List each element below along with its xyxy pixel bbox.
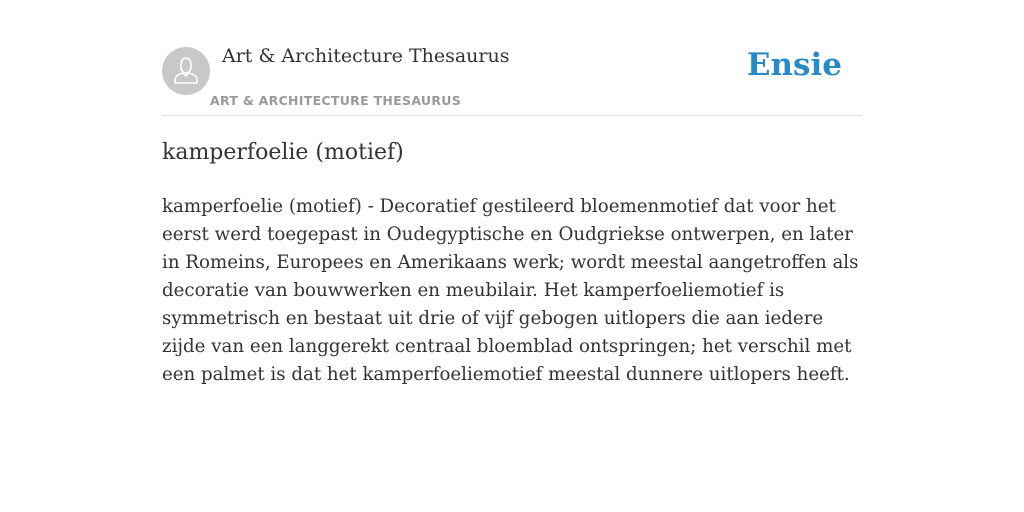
author-link[interactable]: Art & Architecture Thesaurus — [222, 45, 510, 67]
definition-text: kamperfoelie (motief) - Decoratief gestileerd bloemenmotief dat voor het eerst werd toegepast in Oudegyptische en Oudgriekse ontwerpen, en later in Romeins, Europees en Amerikaans werk; wordt meestal aangetroffen als decoratie van bouwwerken en meubilair. Het kamperfoeliemotief is symmetrisch en bestaat uit drie of vijf gebogen uitlopers die aan iedere zijde van een langgerekt centraal bloemblad ontspringen; het verschil met een palmet is dat het kamperfoeliemotief meestal dunnere uitlopers heeft. — [162, 196, 859, 385]
entry-header — [162, 0, 862, 116]
page-title: kamperfoelie (motief) — [162, 140, 404, 165]
entry-card — [162, 0, 862, 385]
user-silhouette-icon — [162, 47, 210, 95]
brand-logo[interactable]: Ensie — [746, 47, 842, 83]
source-label[interactable]: ART & ARCHITECTURE THESAURUS — [210, 93, 462, 108]
avatar[interactable] — [162, 47, 210, 95]
